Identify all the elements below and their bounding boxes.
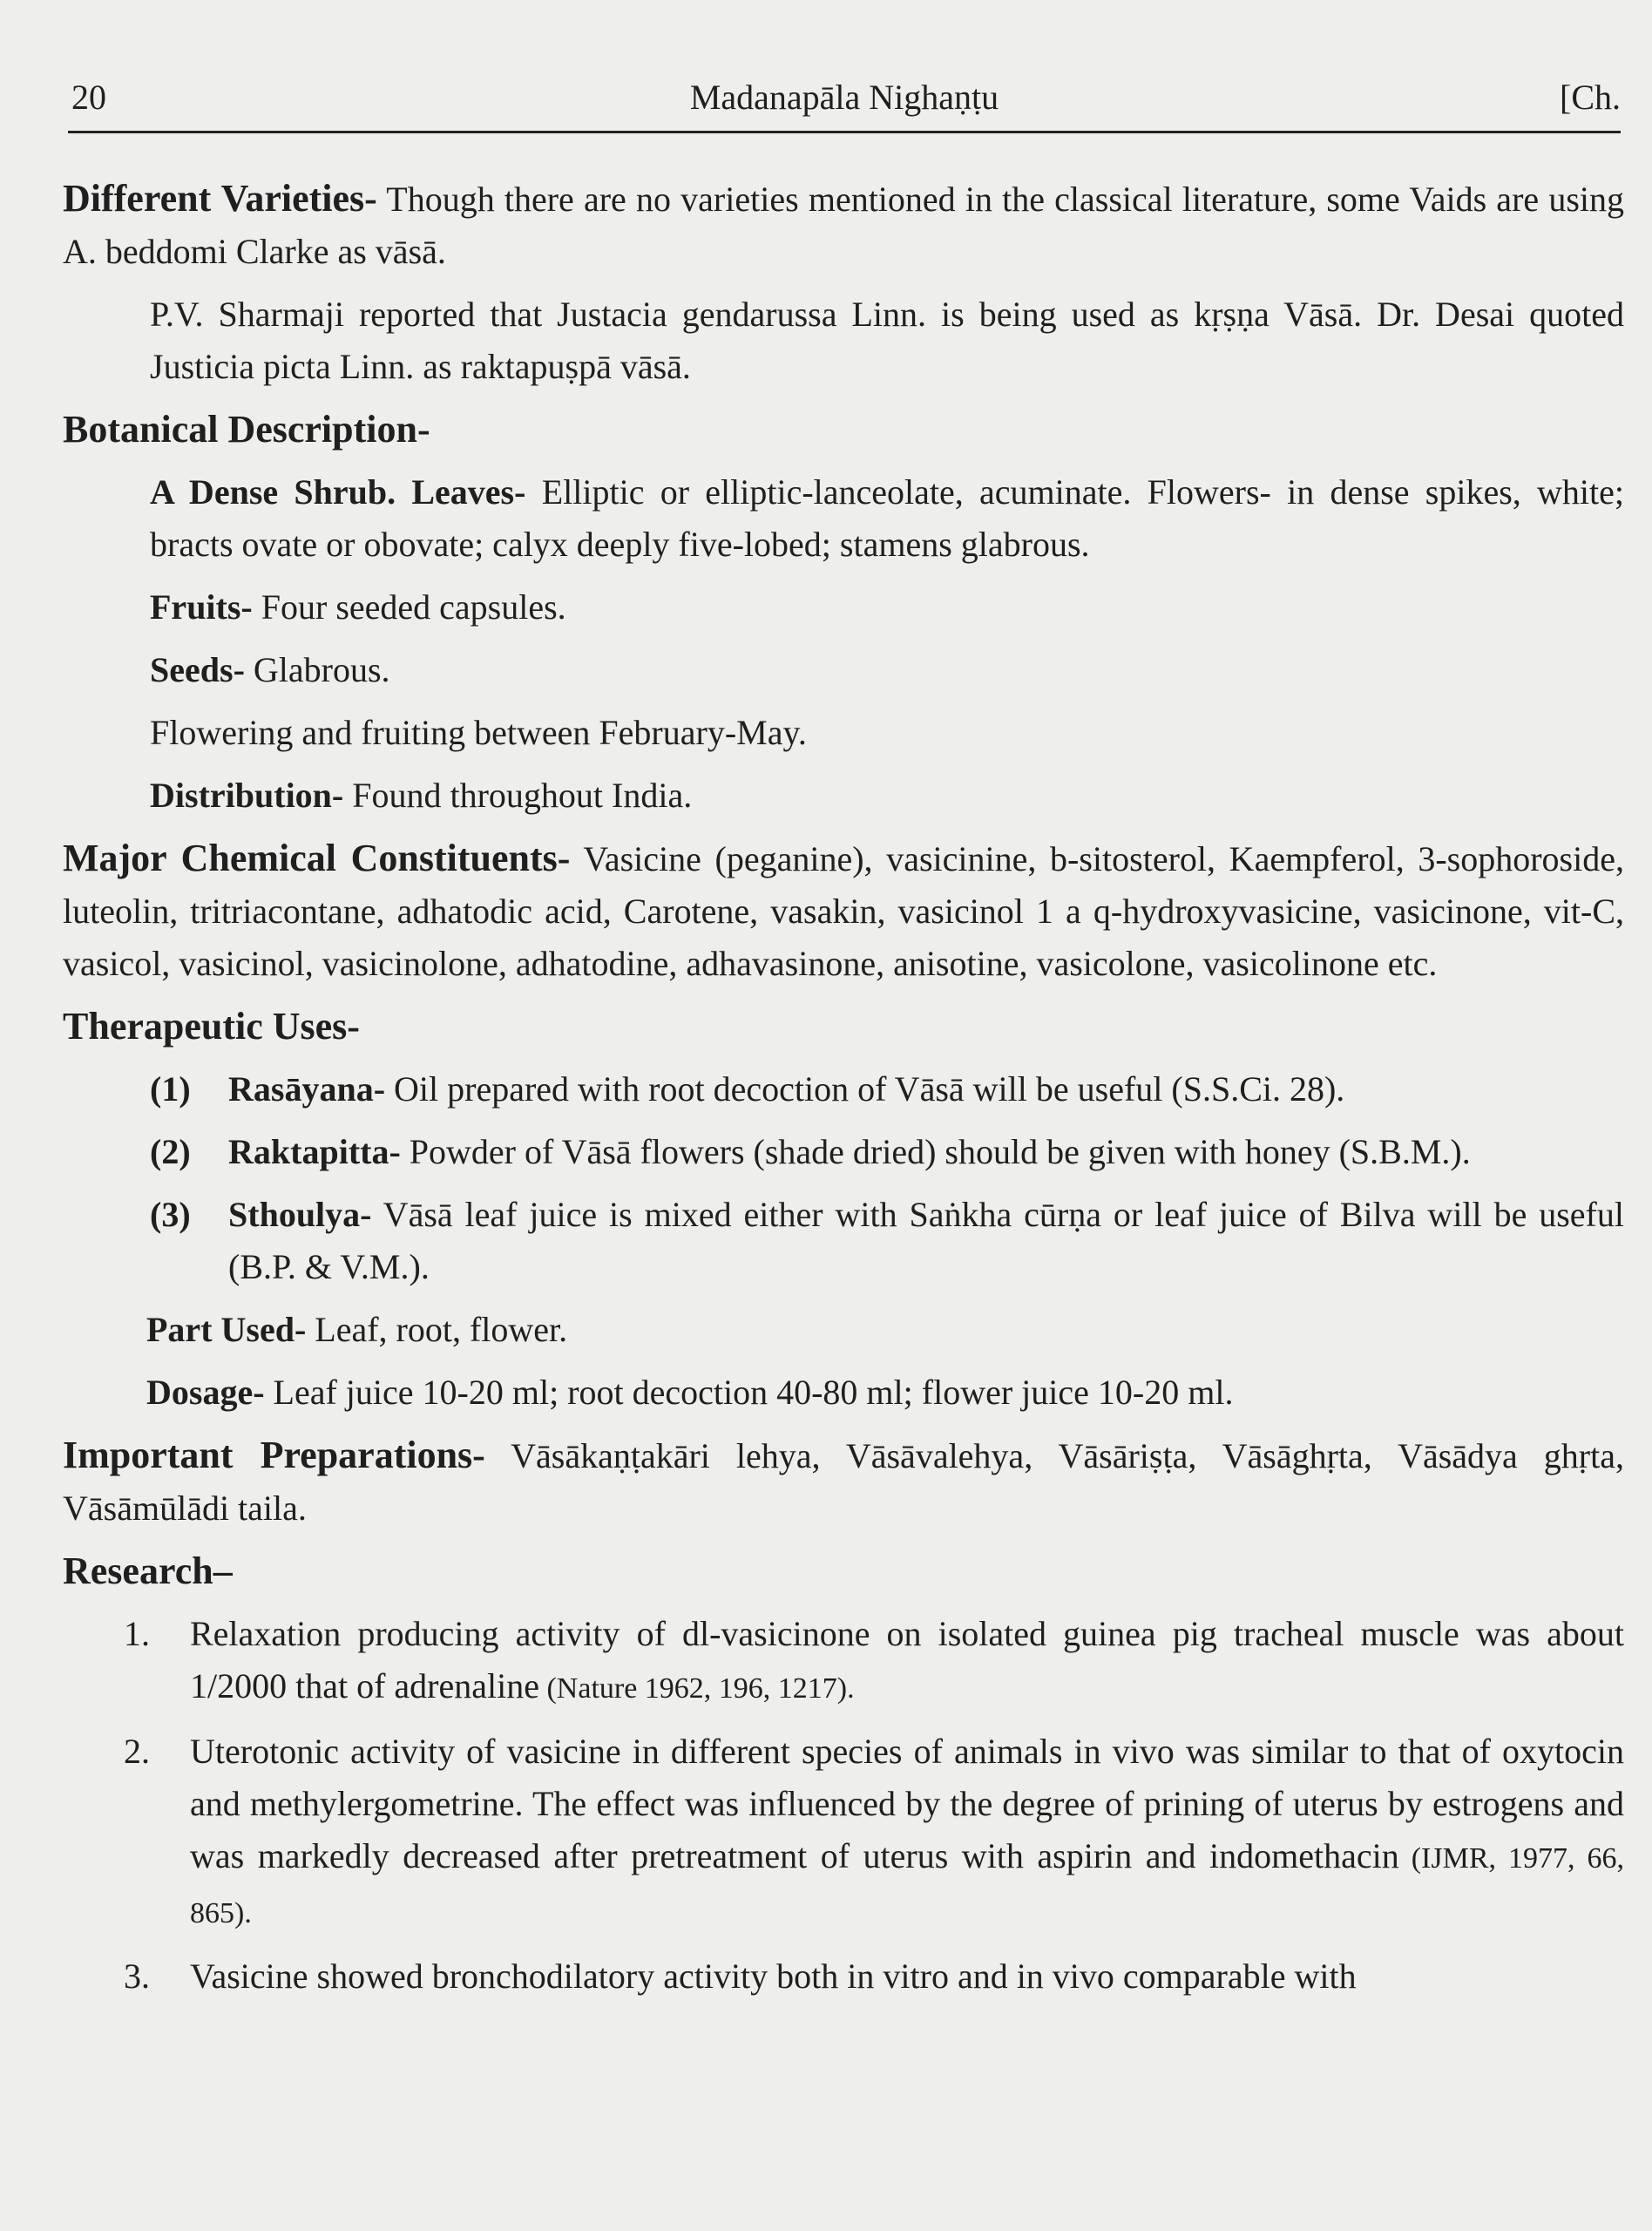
preparations-text: Vāsākaṇṭakāri lehya, Vāsāvalehya, Vāsāriṣṭa, Vāsāghṛta, Vāsādya ghṛta, Vāsāmūlādi taila. [63,1436,1624,1528]
page-header [68,73,1621,133]
fruits-line [63,581,1624,634]
item-body [190,1950,1624,2005]
research-item [63,1608,1624,1715]
item-text: Vasicine showed bronchodilatory activity both in vitro and in vivo comparable with [190,1956,1357,1996]
chapter-marker: [Ch. [1560,78,1621,117]
item-body [190,1726,1624,1940]
item-text: Relaxation producing activity of dl-vasicinone on isolated guinea pig tracheal muscle was about 1/2000 that of adrenaline [190,1614,1624,1705]
item-number: (1) [150,1069,191,1109]
item-number: 3. [124,1956,150,1996]
varieties-heading: Different Varieties- [63,177,377,220]
item-text: Uterotonic activity of vasicine in different species of animals in vivo was similar to that of oxytocin and methylergometrine. The effect was influenced by the degree of prining of uterus by estrogens and was markedly decreased after pretreatment of uterus with aspirin and indomethacin [190,1732,1624,1875]
distribution-label: Distribution- [150,776,344,815]
therapeutic-item [63,1063,1624,1116]
seeds-line [63,644,1624,696]
chemical-text: Vasicine (peganine), vasicinine, b-sitosterol, Kaempferol, 3-sophoroside, luteolin, tritriacontane, adhatodic acid, Carotene, vasakin, vasicinol 1 a q-hydroxyvasicine, vasicinone, vit-C, vasicol, vasicinol, vasicinolone, adhatodine, adhavasinone, anisotine, vasicolone, vasicolinone etc. [63,839,1624,983]
part-used-label: Part Used- [146,1310,307,1349]
distribution-text: Found throughout India. [343,776,693,815]
item-text: Oil prepared with root decoction of Vāsā will be useful (S.S.Ci. 28). [385,1069,1345,1109]
chemical-heading: Major Chemical Constituents- [63,837,571,879]
seeds-text: Glabrous. [244,650,390,689]
item-label: Rasāyana- [228,1069,386,1109]
item-number: 2. [124,1732,150,1771]
dosage-line [63,1366,1624,1419]
running-title: Madanapāla Nighaṇṭu [689,78,999,117]
flowering-line: Flowering and fruiting between February-May. [150,713,807,752]
item-body [190,1608,1624,1715]
item-reference: (IJMR, 1977, 66, 865). [190,1842,1624,1929]
shrub-label: A Dense Shrub. Leaves- [150,472,526,512]
item-number: 1. [124,1614,150,1653]
dosage-text: Leaf juice 10-20 ml; root decoction 40-80 ml; flower juice 10-20 ml. [264,1373,1234,1412]
dosage-label: Dosage- [146,1373,265,1412]
botanical-heading: Botanical Description- [63,408,430,451]
shrub-text: Elliptic or elliptic-lanceolate, acuminate. Flowers- in dense spikes, white; bracts ovate or obovate; calyx deeply five-lobed; stamens glabrous. [150,472,1624,564]
seeds-label: Seeds- [150,650,245,689]
part-used-text: Leaf, root, flower. [306,1310,568,1349]
preparations-paragraph [63,1429,1624,1535]
therapeutic-item [63,1126,1624,1178]
research-item [63,1726,1624,1940]
item-text: Powder of Vāsā flowers (shade dried) should be given with honey (S.B.M.). [400,1132,1471,1171]
varieties-paragraph-2: P.V. Sharmaji reported that Justacia gendarussa Linn. is being used as kṛṣṇa Vāsā. Dr. Desai quoted Justicia picta Linn. as raktapuṣpā vāsā. [150,295,1624,386]
shrub-paragraph [63,466,1624,571]
therapeutic-item [63,1189,1624,1293]
fruits-label: Fruits- [150,587,253,627]
item-body [228,1063,1624,1116]
page-number: 20 [71,78,106,117]
preparations-heading: Important Preparations- [63,1434,485,1476]
distribution-line [63,770,1624,822]
varieties-paragraph [63,173,1624,278]
item-number: (3) [150,1195,191,1234]
fruits-text: Four seeded capsules. [252,587,566,627]
therapeutic-heading: Therapeutic Uses- [63,1005,360,1048]
item-reference: (Nature 1962, 196, 1217). [538,1672,855,1705]
item-label: Sthoulya- [228,1195,372,1234]
varieties-text: Though there are no varieties mentioned in the classical literature, some Vaids are using A. beddomi Clarke as vāsā. [63,180,1624,271]
part-used-line [63,1304,1624,1356]
research-heading: Research– [63,1549,233,1592]
chemical-paragraph [63,832,1624,990]
item-label: Raktapitta- [228,1132,401,1171]
research-item [63,1950,1624,2005]
page-body [63,173,1624,2005]
item-number: (2) [150,1132,191,1171]
item-text: Vāsā leaf juice is mixed either with Saṅkha cūrṇa or leaf juice of Bilva will be useful (B.P. & V.M.). [228,1195,1624,1286]
item-body [228,1126,1624,1178]
item-body [228,1189,1624,1293]
